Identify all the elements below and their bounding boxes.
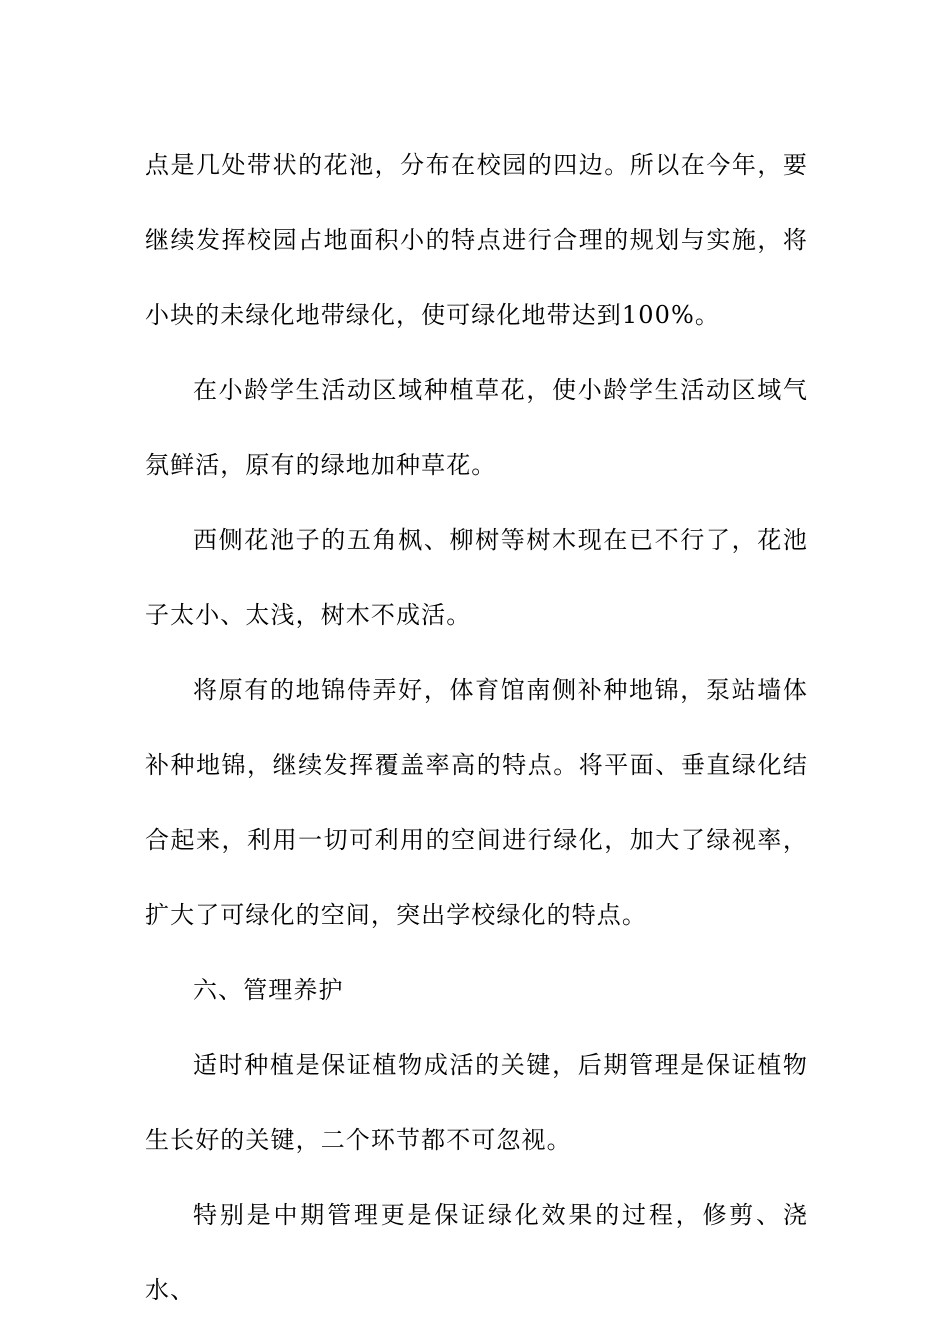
paragraph-3: 西侧花池子的五角枫、柳树等树木现在已不行了，花池子太小、太浅，树木不成活。 — [145, 526, 808, 629]
paragraph-4: 将原有的地锦侍弄好，体育馆南侧补种地锦，泵站墙体补种地锦，继续发挥覆盖率高的特点。将平面、垂直绿化结合起来，利用一切可利用的空间进行绿化，加大了绿视率，扩大了可绿化的空间，突出学校绿化的特点。 — [145, 676, 808, 929]
paragraph-2: 在小龄学生活动区域种植草花，使小龄学生活动区域气氛鲜活，原有的绿地加种草花。 — [145, 376, 808, 479]
document-body — [145, 128, 808, 1328]
paragraph-6: 特别是中期管理更是保证绿化效果的过程，修剪、浇水、 — [145, 1201, 808, 1304]
paragraph-5: 适时种植是保证植物成活的关键，后期管理是保证植物生长好的关键，二个环节都不可忽视。 — [145, 1051, 808, 1154]
paragraph-1: 点是几处带状的花池，分布在校园的四边。所以在今年，要继续发挥校园占地面积小的特点进行合理的规划与实施，将小块的未绿化地带绿化，使可绿化地带达到100%。 — [145, 151, 808, 329]
section-heading: 六、管理养护 — [193, 976, 344, 1004]
